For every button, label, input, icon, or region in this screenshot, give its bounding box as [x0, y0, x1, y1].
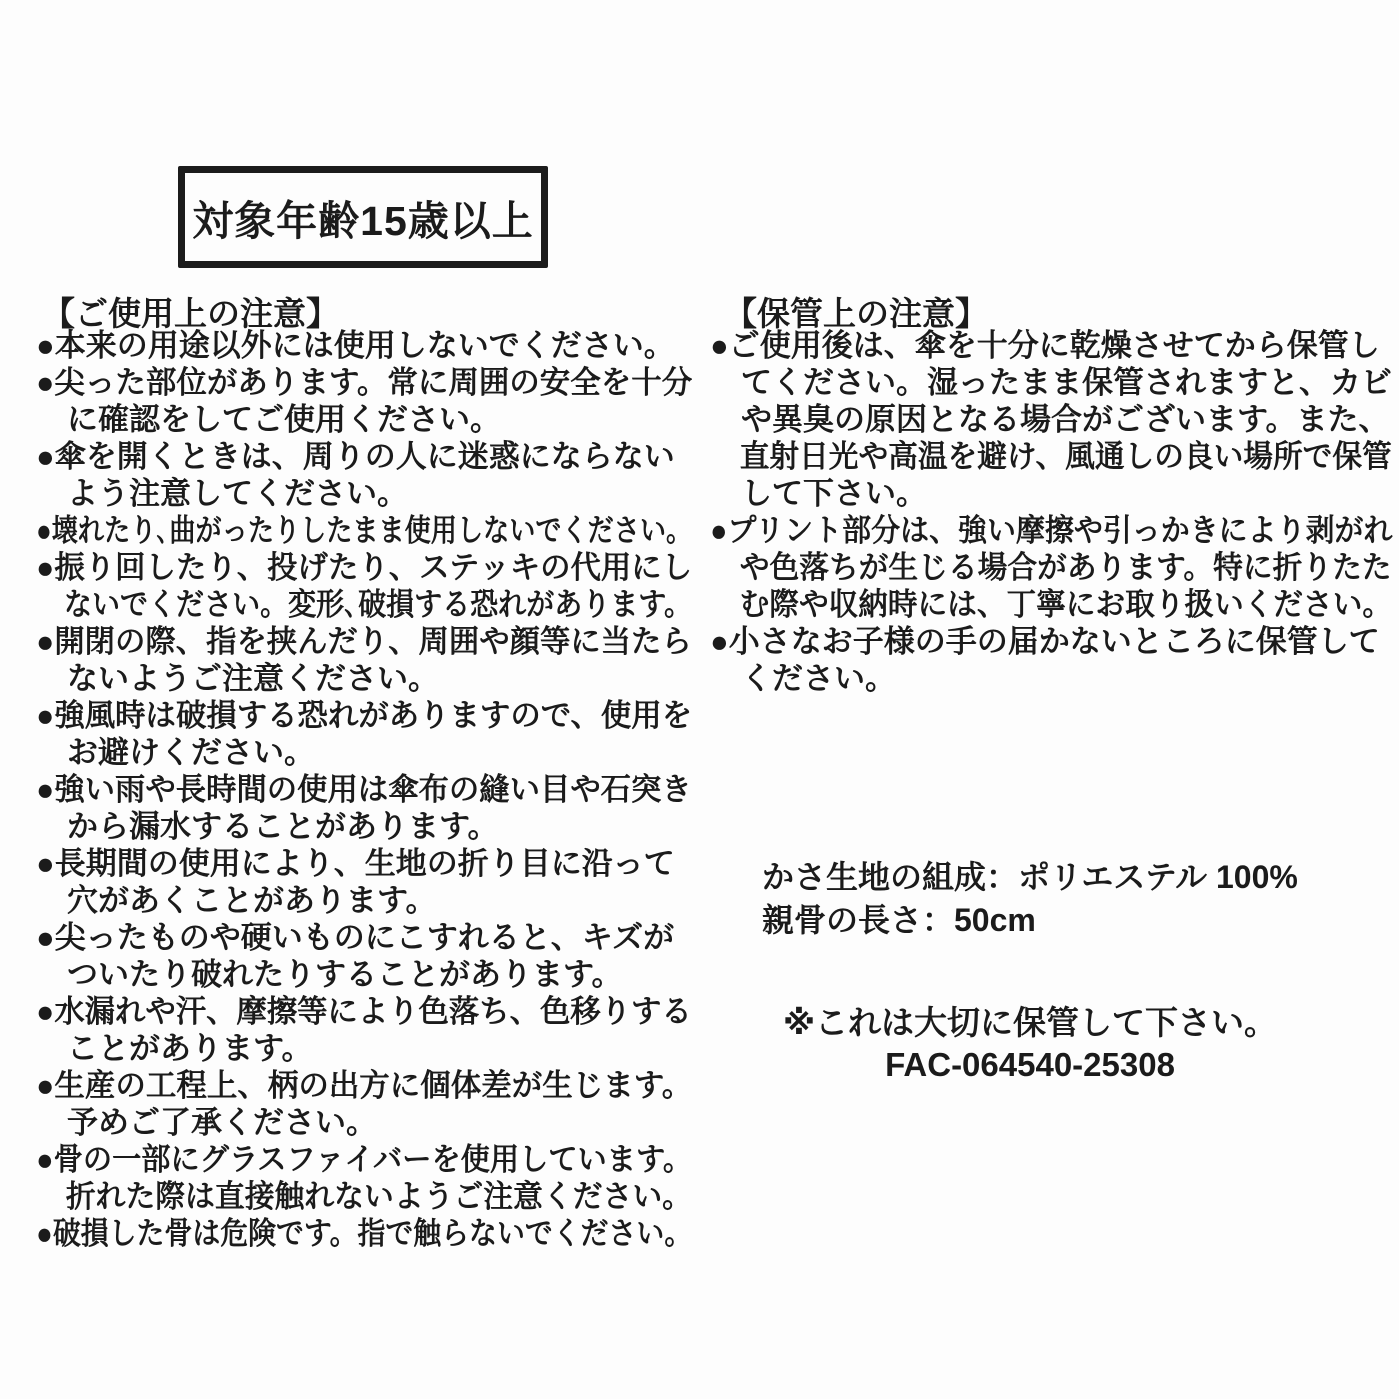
storage-precaution-line: てください。湿ったまま保管されますと、カビ	[710, 365, 1392, 400]
spec-line: かさ生地の組成：ポリエステル 100%	[762, 859, 1298, 895]
age-restriction-label: 対象年齢15歳以上	[192, 197, 534, 244]
usage-precaution-line: ●尖ったものや硬いものにこすれると、キズが	[36, 920, 675, 955]
usage-precaution-line: 折れた際は直接触れないようご注意ください。	[36, 1179, 692, 1214]
usage-precaution-line: ●強い雨や長時間の使用は傘布の縫い目や石突き	[36, 772, 692, 807]
usage-precaution-line: ●生産の工程上、柄の出方に個体差が生じます。	[36, 1068, 693, 1103]
usage-precaution-line: 穴があくことがあります。	[36, 883, 437, 918]
usage-precaution-line: ●骨の一部にグラスファイバーを使用しています。	[36, 1142, 693, 1177]
keep-note-text: ※これは大切に保管して下さい。	[782, 1004, 1278, 1041]
storage-precaution-line: や色落ちが生じる場合があります。特に折りたた	[710, 550, 1392, 585]
usage-precautions-heading: 【ご使用上の注意】	[42, 295, 339, 332]
storage-precaution-line: ください。	[710, 661, 896, 696]
storage-precaution-line: ●小さなお子様の手の届かないところに保管して	[710, 624, 1380, 659]
usage-precaution-line: に確認をしてご使用ください。	[36, 402, 501, 437]
usage-precaution-line: から漏水することがあります。	[36, 809, 499, 844]
storage-precaution-line: む際や収納時には、丁寧にお取り扱いください。	[710, 587, 1392, 622]
usage-precaution-line: ●振り回したり、投げたり、ステッキの代用にし	[36, 550, 693, 585]
storage-precaution-line: 直射日光や高温を避け、風通しの良い場所で保管	[710, 439, 1392, 474]
usage-precaution-line: お避けください。	[36, 735, 315, 770]
storage-precaution-line: ●プリント部分は、強い摩擦や引っかきにより剥がれ	[710, 513, 1393, 548]
spec-line: 親骨の長さ：50cm	[762, 902, 1036, 938]
age-restriction-box	[178, 166, 548, 268]
usage-precaution-line: ことがあります。	[36, 1031, 313, 1066]
usage-precaution-line: ●壊れたり､曲がったりしたまま使用しないでください。	[36, 513, 693, 548]
usage-precaution-line: ●水漏れや汗、摩擦等により色落ち、色移りする	[36, 994, 692, 1029]
usage-precaution-line: ●開閉の際、指を挟んだり、周囲や顔等に当たら	[36, 624, 692, 659]
usage-precaution-line: 予めご了承ください。	[36, 1105, 377, 1140]
usage-precaution-line: ないようご注意ください。	[36, 661, 439, 696]
usage-precaution-line: よう注意してください。	[36, 476, 408, 511]
keep-note-block	[760, 1002, 1300, 1086]
usage-precautions-list	[36, 327, 692, 1252]
usage-precaution-line: ●強風時は破損する恐れがありますので、使用を	[36, 698, 693, 733]
product-code: FAC-064540-25308	[885, 1046, 1175, 1083]
storage-precautions-heading: 【保管上の注意】	[724, 295, 988, 332]
storage-precautions-list	[710, 327, 1392, 697]
storage-precaution-line: や異臭の原因となる場合がございます。また、	[710, 402, 1390, 437]
usage-precaution-line: ●破損した骨は危険です。指で触らないでください。	[36, 1216, 693, 1251]
usage-precaution-line: ないでください。変形､破損する恐れがあります。	[36, 587, 693, 622]
storage-precaution-line: して下さい。	[710, 476, 927, 511]
fabric-specs-block	[762, 856, 1322, 942]
usage-precaution-line: ついたり破れたりすることがあります。	[36, 957, 623, 992]
storage-precaution-line: ●ご使用後は、傘を十分に乾燥させてから保管し	[710, 328, 1380, 363]
usage-precaution-line: ●長期間の使用により、生地の折り目に沿って	[36, 846, 675, 881]
usage-precaution-line: ●本来の用途以外には使用しないでください。	[36, 328, 675, 363]
usage-precaution-line: ●傘を開くときは、周りの人に迷惑にならない	[36, 439, 675, 474]
usage-precaution-line: ●尖った部位があります。常に周囲の安全を十分	[36, 365, 693, 400]
